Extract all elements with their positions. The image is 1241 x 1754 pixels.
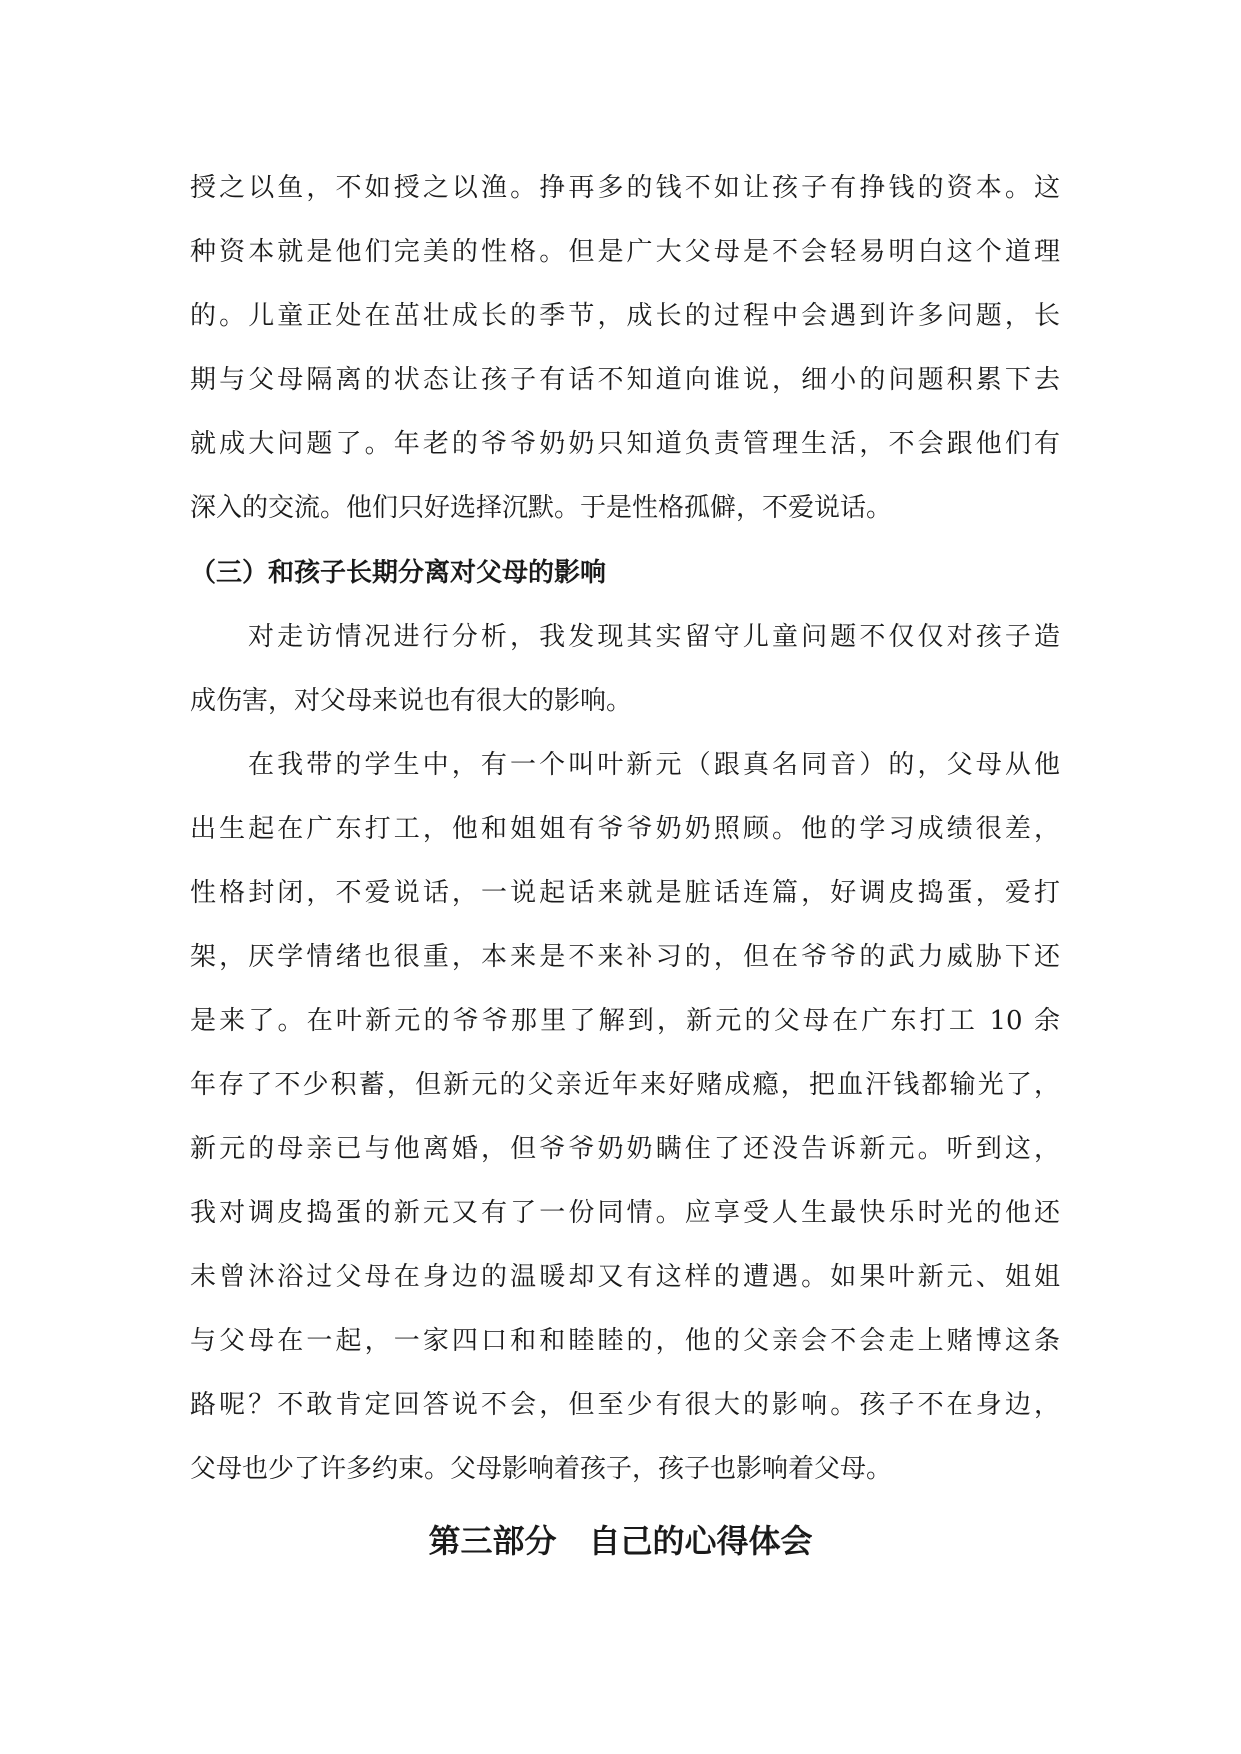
paragraph-line: 期与父母隔离的状态让孩子有话不知道向谁说，细小的问题积累下去 — [190, 365, 1060, 395]
paragraph-line: 成伤害，对父母来说也有很大的影响。 — [190, 686, 633, 716]
paragraph-line: 是来了。在叶新元的爷爷那里了解到，新元的父母在广东打工 10 余 — [190, 1006, 1060, 1036]
paragraph-line: 性格封闭，不爱说话，一说起话来就是脏话连篇，好调皮捣蛋，爱打 — [190, 878, 1060, 908]
paragraph-line: 在我带的学生中，有一个叫叶新元（跟真名同音）的，父母从他 — [248, 750, 1060, 780]
paragraph-line: 未曾沐浴过父母在身边的温暖却又有这样的遭遇。如果叶新元、姐姐 — [190, 1262, 1060, 1292]
paragraph-line: 路呢？不敢肯定回答说不会，但至少有很大的影响。孩子不在身边， — [190, 1390, 1060, 1420]
section-heading: （三）和孩子长期分离对父母的影响 — [190, 558, 607, 588]
paragraph-line: 与父母在一起，一家四口和和睦睦的，他的父亲会不会走上赌博这条 — [190, 1326, 1060, 1356]
part-title: 第三部分 自己的心得体会 — [428, 1522, 813, 1560]
paragraph-line: 出生起在广东打工，他和姐姐有爷爷奶奶照顾。他的学习成绩很差， — [190, 814, 1060, 844]
paragraph-line: 种资本就是他们完美的性格。但是广大父母是不会轻易明白这个道理 — [190, 237, 1060, 267]
paragraph-line: 对走访情况进行分析，我发现其实留守儿童问题不仅仅对孩子造 — [248, 622, 1060, 652]
paragraph-line: 深入的交流。他们只好选择沉默。于是性格孤僻，不爱说话。 — [190, 493, 893, 523]
paragraph-line: 父母也少了许多约束。父母影响着孩子，孩子也影响着父母。 — [190, 1454, 893, 1484]
paragraph-line: 新元的母亲已与他离婚，但爷爷奶奶瞒住了还没告诉新元。听到这， — [190, 1134, 1060, 1164]
paragraph-line: 架，厌学情绪也很重，本来是不来补习的，但在爷爷的武力威胁下还 — [190, 942, 1060, 972]
paragraph-line: 我对调皮捣蛋的新元又有了一份同情。应享受人生最快乐时光的他还 — [190, 1198, 1060, 1228]
paragraph-line: 年存了不少积蓄，但新元的父亲近年来好赌成瘾，把血汗钱都输光了， — [190, 1070, 1060, 1100]
paragraph-line: 就成大问题了。年老的爷爷奶奶只知道负责管理生活，不会跟他们有 — [190, 429, 1060, 459]
paragraph-line: 的。儿童正处在茁壮成长的季节，成长的过程中会遇到许多问题，长 — [190, 301, 1060, 331]
paragraph-line: 授之以鱼，不如授之以渔。挣再多的钱不如让孩子有挣钱的资本。这 — [190, 173, 1060, 203]
